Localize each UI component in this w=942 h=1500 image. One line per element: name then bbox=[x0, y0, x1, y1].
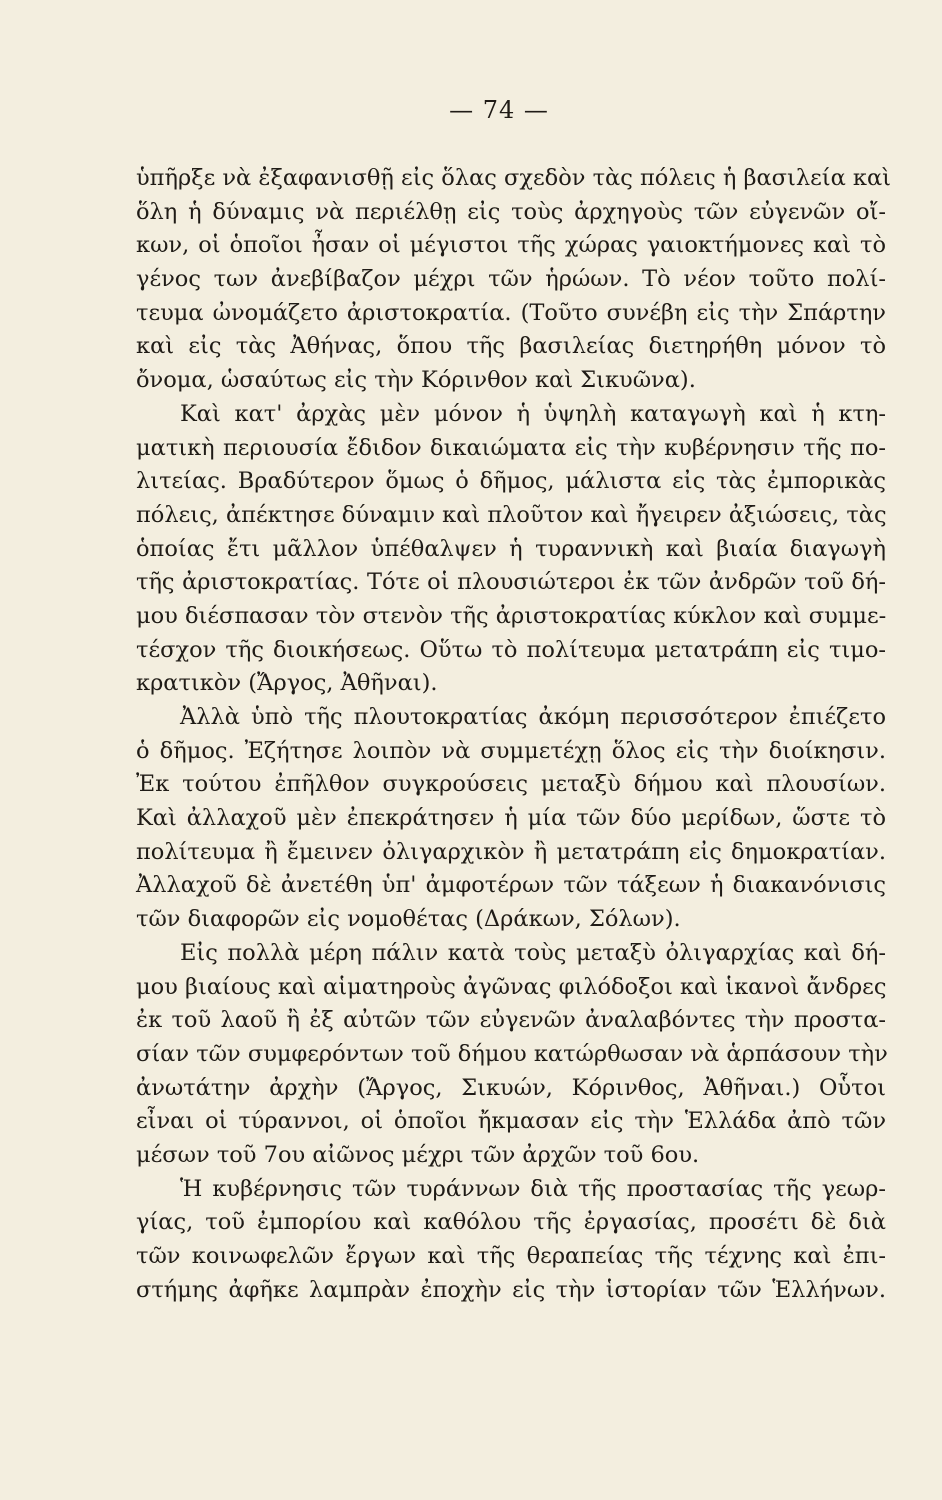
text-line: Ἐκ τούτου ἐπῆλθον συγκρούσεις μεταξὺ δήμου καὶ πλουσίων. bbox=[136, 771, 886, 798]
text-line: τῶν κοινωφελῶν ἔργων καὶ τῆς θεραπείας τῆς τέχνης καὶ ἐπι- bbox=[136, 1243, 886, 1269]
text-line: ὄνομα, ὡσαύτως εἰς τὴν Κόρινθον καὶ Σικυῶνα). bbox=[136, 367, 696, 394]
text-line: τευμα ὠνομάζετο ἀριστοκρατία. (Τοῦτο συνέβη εἰς τὴν Σπάρτην bbox=[136, 299, 886, 326]
text-line: Ἡ κυβέρνησις τῶν τυράννων διὰ τῆς προστασίας τῆς γεωρ- bbox=[180, 1175, 886, 1202]
text-line: κων, οἱ ὁποῖοι ἦσαν οἱ μέγιστοι τῆς χώρας γαιοκτήμονες καὶ τὸ bbox=[136, 232, 886, 259]
text-line: ὅλη ἡ δύναμις νὰ περιέλθῃ εἰς τοὺς ἀρχηγοὺς τῶν εὐγενῶν οἴ- bbox=[136, 198, 886, 225]
text-line: τέσχον τῆς διοικήσεως. Οὕτω τὸ πολίτευμα μετατράπη εἰς τιμο- bbox=[136, 636, 886, 663]
text-line: κρατικὸν (Ἄργος, Ἀθῆναι). bbox=[136, 670, 438, 697]
text-line: Ἀλλαχοῦ δὲ ἀνετέθη ὑπ' ἀμφοτέρων τῶν τάξεων ἡ διακανόνισις bbox=[136, 872, 886, 899]
body-text bbox=[136, 162, 892, 1307]
text-line: σίαν τῶν συμφερόντων τοῦ δήμου κατώρθωσαν νὰ ἁρπάσουν τὴν bbox=[136, 1040, 888, 1067]
text-line: καὶ εἰς τὰς Ἀθήνας, ὅπου τῆς βασιλείας διετηρήθη μόνον τὸ bbox=[136, 333, 886, 360]
text-line: ὁ δῆμος. Ἐζήτησε λοιπὸν νὰ συμμετέχῃ ὅλος εἰς τὴν διοίκησιν. bbox=[136, 737, 886, 764]
text-line: εἶναι οἱ τύραννοι, οἱ ὁποῖοι ἤκμασαν εἰς τὴν Ἑλλάδα ἀπὸ τῶν bbox=[136, 1108, 886, 1135]
text-line: τῆς ἀριστοκρατίας. Τότε οἱ πλουσιώτεροι ἐκ τῶν ἀνδρῶν τοῦ δή- bbox=[136, 569, 886, 596]
text-line: μου διέσπασαν τὸν στενὸν τῆς ἀριστοκρατίας κύκλον καὶ συμμε- bbox=[136, 602, 887, 629]
text-line: ἐκ τοῦ λαοῦ ἢ ἐξ αὐτῶν τῶν εὐγενῶν ἀναλαβόντες τὴν προστα- bbox=[136, 1007, 886, 1034]
text-line: πόλεις, ἀπέκτησε δύναμιν καὶ πλοῦτον καὶ ἤγειρεν ἀξιώσεις, τὰς bbox=[136, 501, 887, 528]
text-line: Καὶ κατ' ἀρχὰς μὲν μόνον ἡ ὑψηλὴ καταγωγὴ καὶ ἡ κτη- bbox=[180, 400, 886, 427]
text-line: Καὶ ἀλλαχοῦ μὲν ἐπεκράτησεν ἡ μία τῶν δύο μερίδων, ὥστε τὸ bbox=[136, 805, 886, 832]
text-line: μέσων τοῦ 7ου αἰῶνος μέχρι τῶν ἀρχῶν τοῦ 6ου. bbox=[136, 1141, 700, 1168]
text-line: τῶν διαφορῶν εἰς νομοθέτας (Δράκων, Σόλων). bbox=[136, 906, 681, 933]
text-line: μου βιαίους καὶ αἱματηροὺς ἀγῶνας φιλόδοξοι καὶ ἱκανοὶ ἄνδρες bbox=[136, 973, 887, 1000]
page-number: — 74 — bbox=[449, 96, 549, 124]
text-line: Ἀλλὰ ὑπὸ τῆς πλουτοκρατίας ἀκόμη περισσότερον ἐπιέζετο bbox=[180, 704, 886, 730]
text-line: ματικὴ περιουσία ἔδιδον δικαιώματα εἰς τὴν κυβέρνησιν τῆς πο- bbox=[136, 434, 886, 461]
text-line: ὑπῆρξε νὰ ἐξαφανισθῇ εἰς ὅλας σχεδὸν τὰς πόλεις ἡ βασιλεία καὶ bbox=[136, 165, 892, 191]
text-line: Εἰς πολλὰ μέρη πάλιν κατὰ τοὺς μεταξὺ ὀλιγαρχίας καὶ δή- bbox=[180, 939, 886, 966]
text-line: ὁποίας ἔτι μᾶλλον ὑπέθαλψεν ἡ τυραννικὴ καὶ βιαία διαγωγὴ bbox=[136, 535, 886, 562]
text-line: ἀνωτάτην ἀρχὴν (Ἄργος, Σικυών, Κόρινθος, Ἀθῆναι.) Οὗτοι bbox=[136, 1074, 886, 1101]
text-line: γίας, τοῦ ἐμπορίου καὶ καθόλου τῆς ἐργασίας, προσέτι δὲ διὰ bbox=[136, 1209, 886, 1236]
text-line: πολίτευμα ἢ ἔμεινεν ὀλιγαρχικὸν ἢ μετατράπη εἰς δημοκρατίαν. bbox=[136, 838, 886, 865]
text-line: γένος των ἀνεβίβαζον μέχρι τῶν ἡρώων. Τὸ νέον τοῦτο πολί- bbox=[136, 266, 886, 293]
text-line: λιτείας. Βραδύτερον ὅμως ὁ δῆμος, μάλιστα εἰς τὰς ἐμπορικὰς bbox=[136, 468, 886, 495]
text-line: στήμης ἀφῆκε λαμπρὰν ἐποχὴν εἰς τὴν ἱστορίαν τῶν Ἑλλήνων. bbox=[136, 1276, 886, 1303]
